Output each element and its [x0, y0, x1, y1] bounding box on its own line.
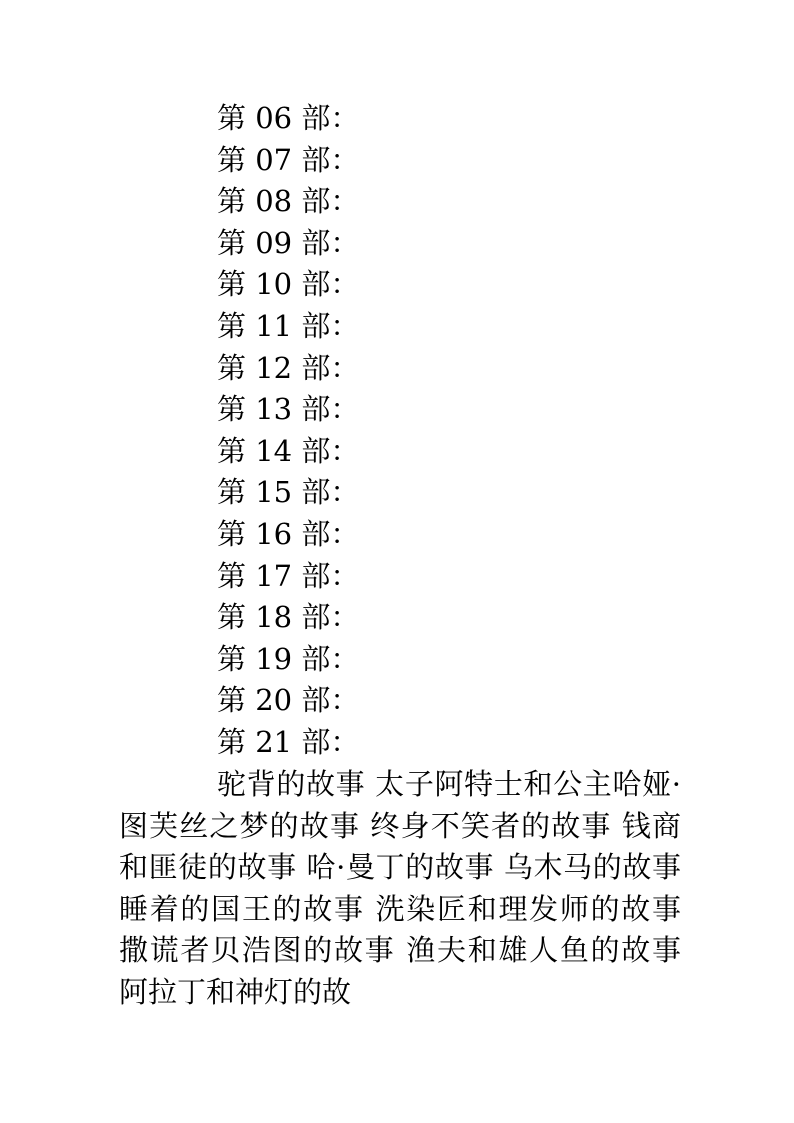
part-item: 第 12 部：	[217, 350, 360, 385]
part-item: 第 15 部：	[217, 475, 360, 510]
part-item: 第 07 部：	[217, 142, 360, 177]
part-item: 第 18 部：	[217, 600, 360, 635]
part-item: 第 17 部：	[217, 558, 360, 593]
part-item: 第 20 部：	[217, 683, 360, 718]
part-item: 第 08 部：	[217, 184, 360, 219]
story-list-paragraph: 驼背的故事 太子阿特士和公主哈娅·图芙丝之梦的故事 终身不笑者的故事 钱商和匪徒的故事 哈·曼丁的故事 乌木马的故事 睡着的国王的故事 洗染匠和理发师的故事 撒谎者贝浩图的故事 渔夫和雄人鱼的故事 阿拉丁和神灯的故	[119, 767, 681, 1009]
part-item: 第 16 部：	[217, 516, 360, 551]
part-item: 第 19 部：	[217, 641, 360, 676]
part-item: 第 21 部：	[217, 724, 360, 759]
part-list	[217, 98, 359, 764]
part-item: 第 09 部：	[217, 225, 360, 260]
part-item: 第 10 部：	[217, 267, 360, 302]
part-item: 第 13 部：	[217, 392, 360, 427]
part-item: 第 06 部：	[217, 101, 360, 135]
part-item: 第 14 部：	[217, 433, 360, 468]
part-item: 第 11 部：	[217, 308, 360, 343]
